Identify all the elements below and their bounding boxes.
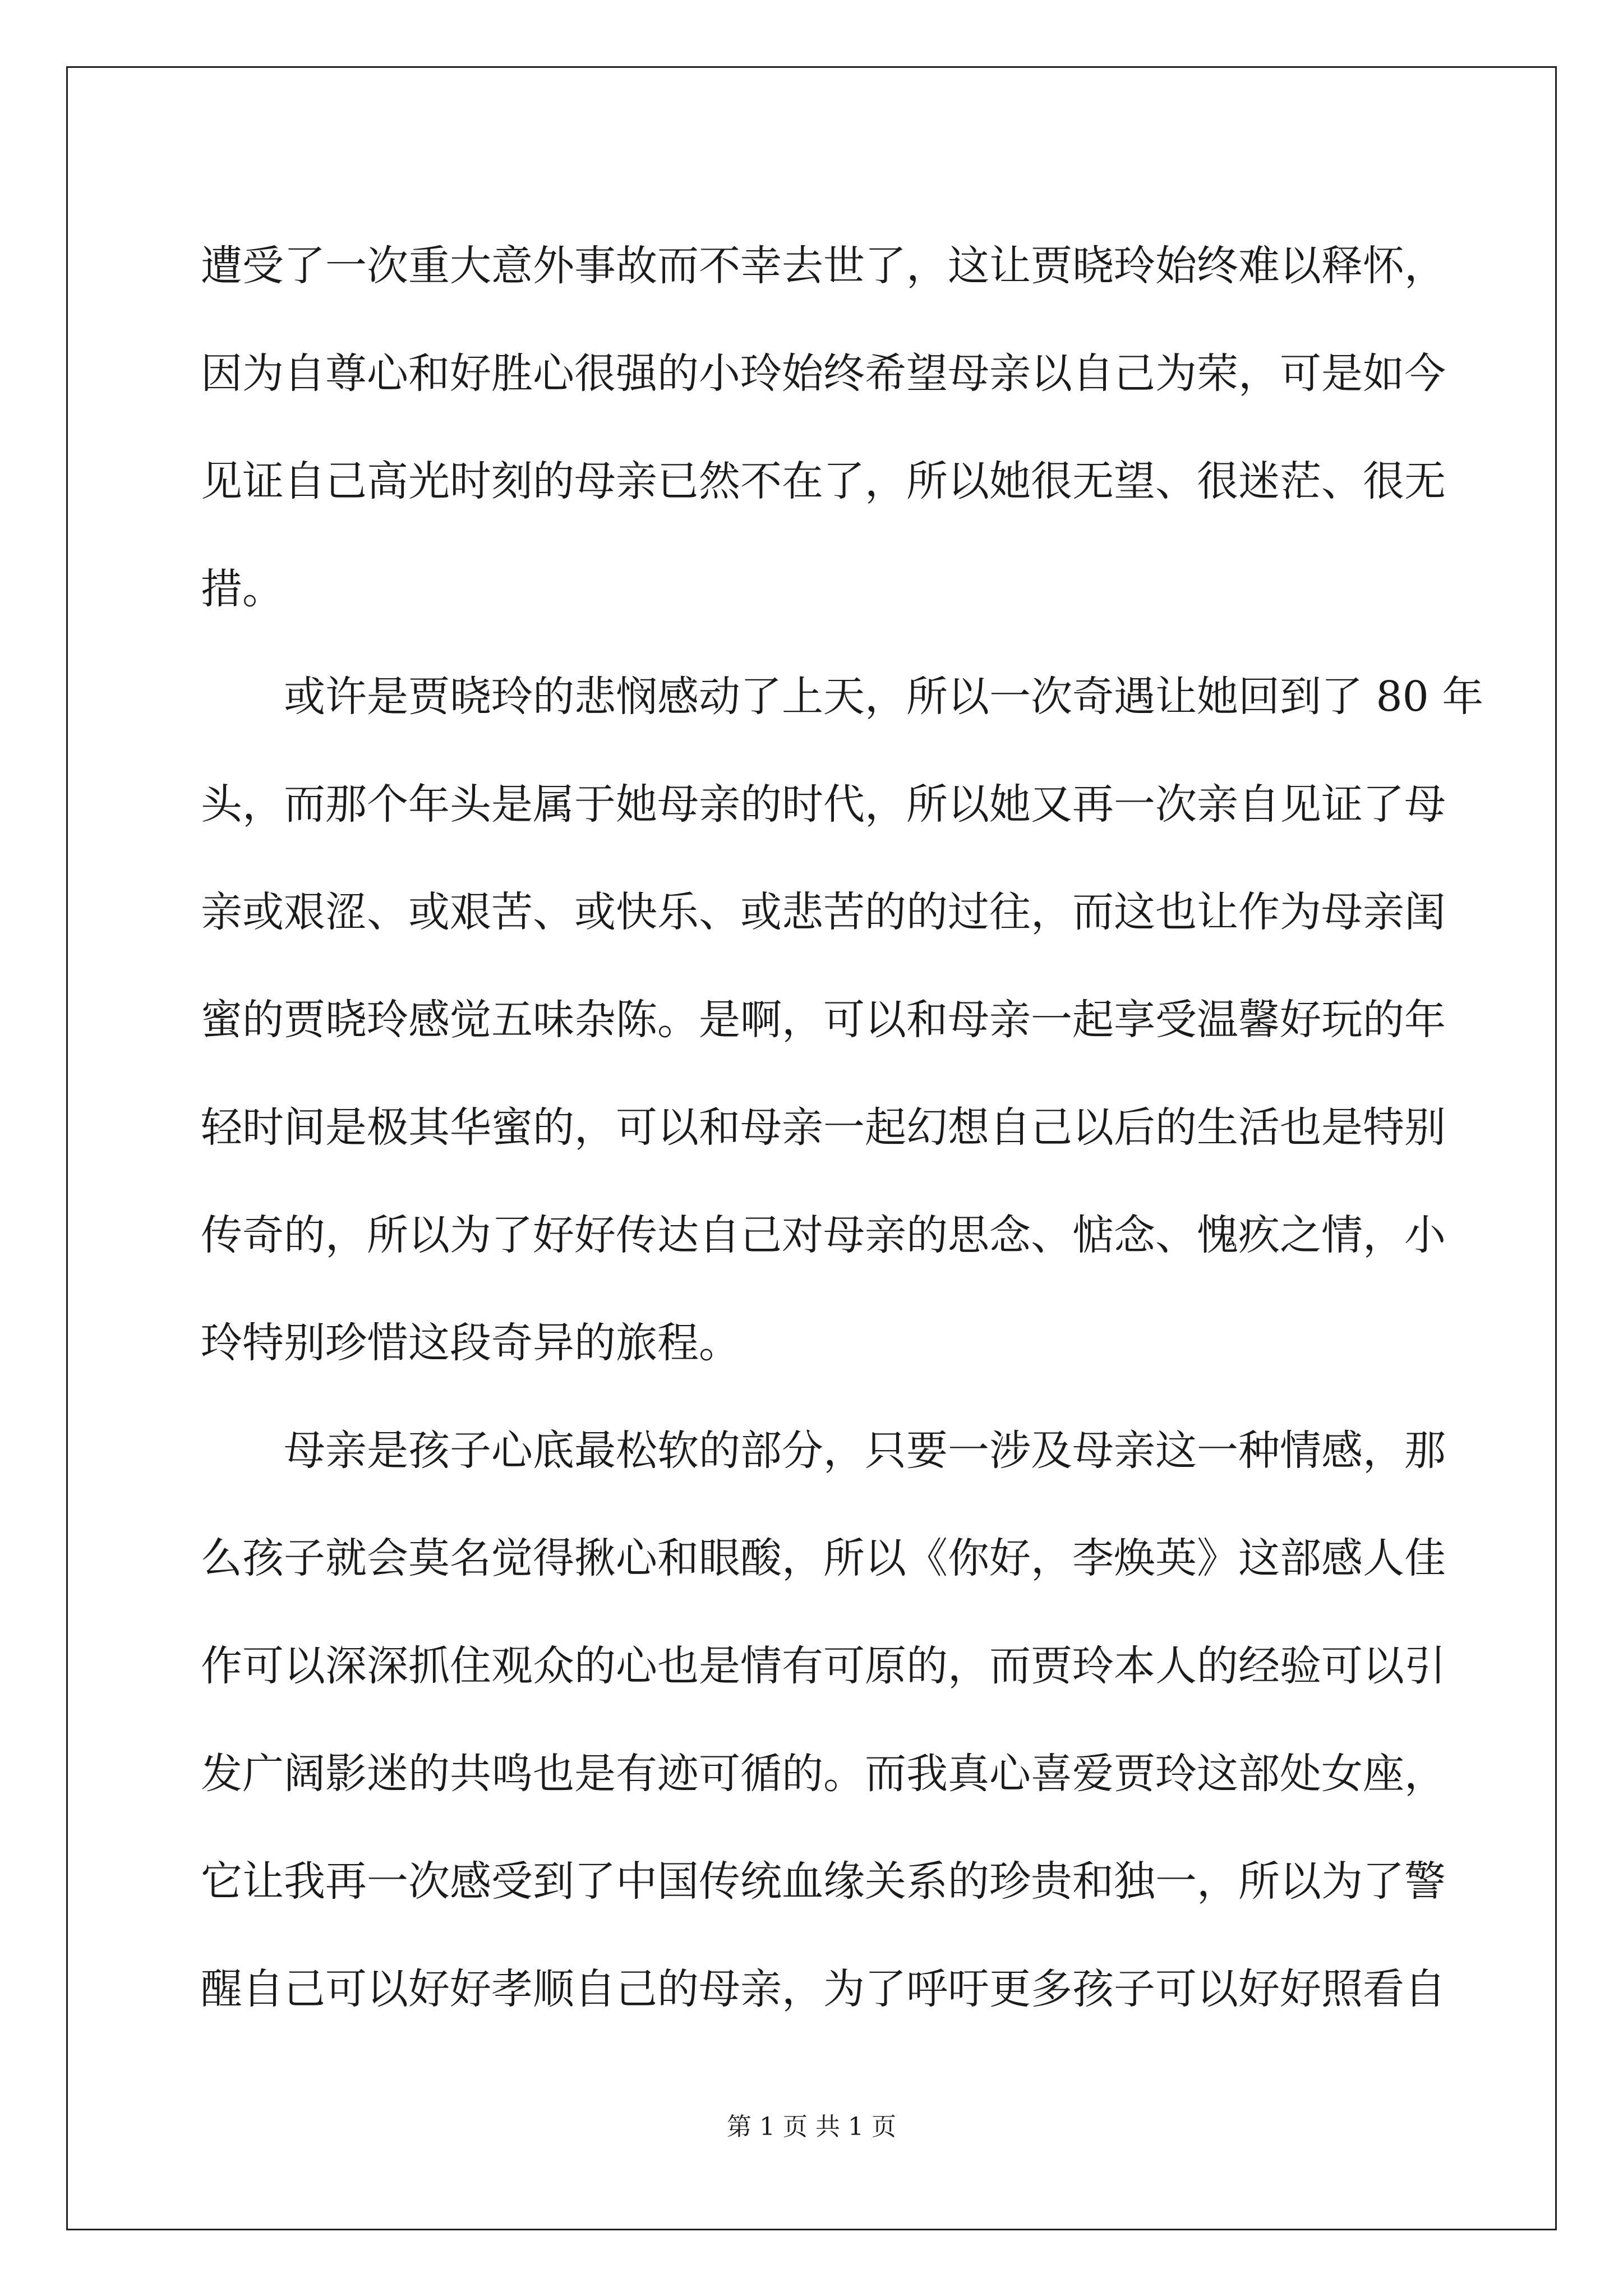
text-line: 亲或艰涩、或艰苦、或快乐、或悲苦的的过往，而这也让作为母亲闺 bbox=[201, 888, 1446, 936]
text-line: 见证自己高光时刻的母亲已然不在了，所以她很无望、很迷茫、很无 bbox=[201, 457, 1446, 505]
text-line: 醒自己可以好好孝顺自己的母亲，为了呼吁更多孩子可以好好照看自 bbox=[201, 1965, 1446, 2013]
text-line: 遭受了一次重大意外事故而不幸去世了，这让贾晓玲始终难以释怀， bbox=[201, 242, 1446, 290]
text-line: 传奇的，所以为了好好传达自己对母亲的思念、惦念、愧疚之情，小 bbox=[201, 1211, 1446, 1259]
text-line: 或许是贾晓玲的悲悯感动了上天，所以一次奇遇让她回到了 80 年 bbox=[284, 673, 1484, 721]
text-line: 蜜的贾晓玲感觉五味杂陈。是啊，可以和母亲一起享受温馨好玩的年 bbox=[201, 996, 1446, 1044]
text-line: 轻时间是极其华蜜的，可以和母亲一起幻想自己以后的生活也是特别 bbox=[201, 1103, 1446, 1152]
document-body bbox=[201, 212, 1484, 2043]
text-line: 玲特别珍惜这段奇异的旅程。 bbox=[201, 1319, 740, 1367]
text-line: 发广阔影迷的共鸣也是有迹可循的。而我真心喜爱贾玲这部处女座， bbox=[201, 1750, 1446, 1798]
text-line: 它让我再一次感受到了中国传统血缘关系的珍贵和独一，所以为了警 bbox=[201, 1857, 1446, 1906]
text-line: 因为自尊心和好胜心很强的小玲始终希望母亲以自己为荣，可是如今 bbox=[201, 349, 1446, 398]
text-line: 么孩子就会莫名觉得揪心和眼酸，所以《你好，李焕英》这部感人佳 bbox=[201, 1534, 1446, 1582]
text-line: 作可以深深抓住观众的心也是情有可原的，而贾玲本人的经验可以引 bbox=[201, 1642, 1446, 1690]
text-line: 措。 bbox=[201, 565, 284, 613]
text-line: 头，而那个年头是属于她母亲的时代，所以她又再一次亲自见证了母 bbox=[201, 780, 1446, 829]
text-line: 母亲是孩子心底最松软的部分，只要一涉及母亲这一种情感，那 bbox=[284, 1427, 1446, 1475]
page-number: 第 1 页 共 1 页 bbox=[727, 2113, 896, 2141]
